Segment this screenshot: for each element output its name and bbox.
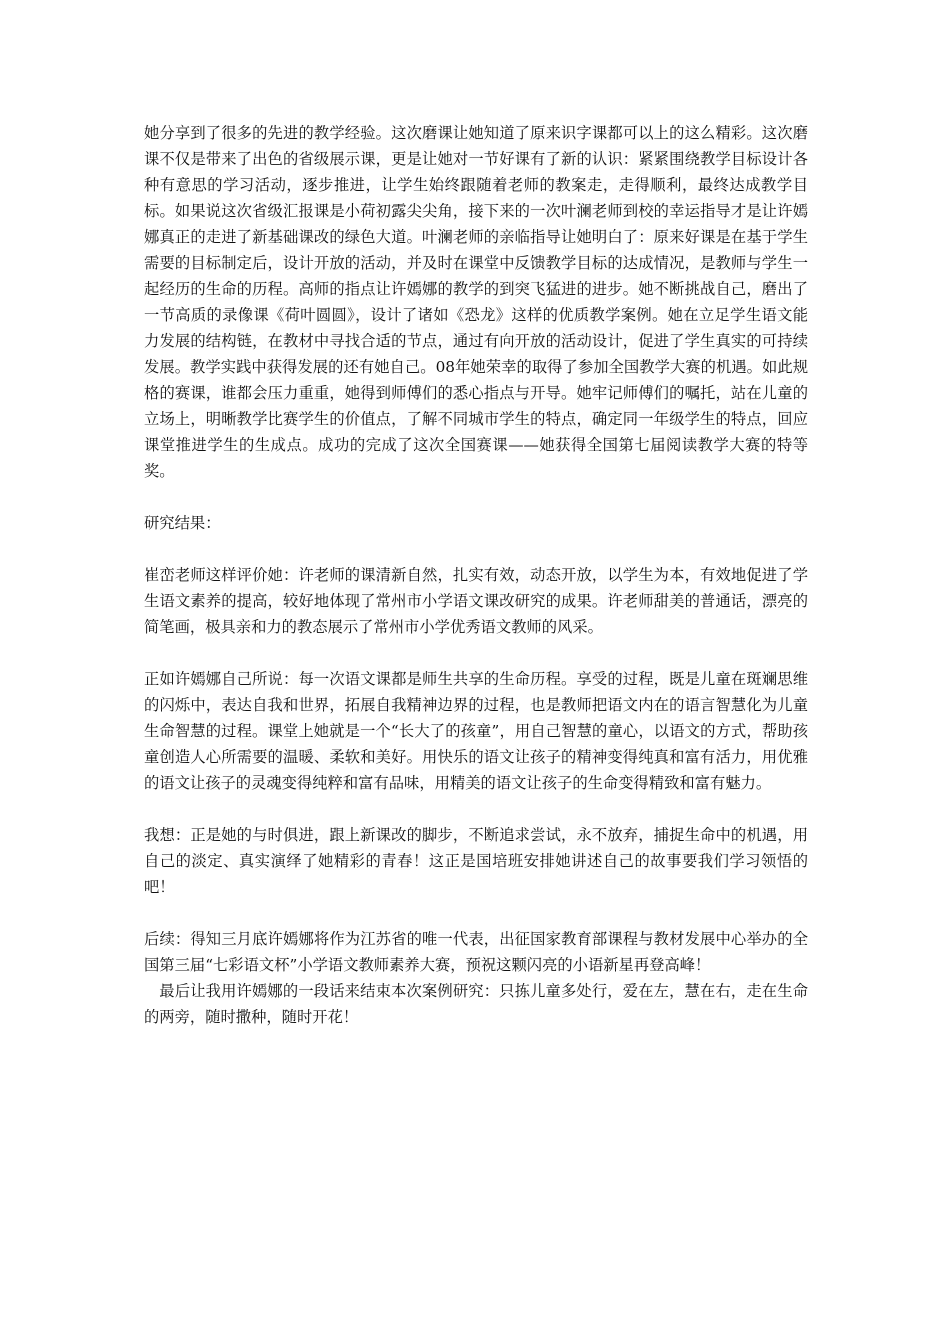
paragraph-spacer	[144, 484, 808, 510]
paragraph-follow-up: 后续：得知三月底许嫣娜将作为江苏省的唯一代表，出征国家教育部课程与教材发展中心举办的全国第三届“七彩语文杯”小学语文教师素养大赛，预祝这颗闪亮的小语新星再登高峰！	[144, 930, 808, 974]
paragraph-reflection: 我想：正是她的与时俱进，跟上新课改的脚步，不断追求尝试，永不放弃，捕捉生命中的机遇，用自己的淡定、真实演绎了她精彩的青春！这正是国培班安排她讲述自己的故事要我们学习领悟的吧！	[144, 826, 808, 896]
section-heading-results: 研究结果：	[144, 514, 221, 532]
paragraph-spacer	[144, 900, 808, 926]
paragraph-evaluation: 崔峦老师这样评价她：许老师的课清新自然，扎实有效，动态开放，以学生为本，有效地促进了学生语文素养的提高，较好地体现了常州市小学语文课改研究的成果。许老师甜美的普通话，漂亮的简笔画，极具亲和力的教态展示了常州市小学优秀语文教师的风采。	[144, 566, 808, 636]
paragraph-spacer	[144, 796, 808, 822]
paragraph-spacer	[144, 640, 808, 666]
paragraph-spacer	[144, 536, 808, 562]
paragraph-self-statement: 正如许嫣娜自己所说：每一次语文课都是师生共享的生命历程。享受的过程，既是儿童在斑斓思维的闪烁中，表达自我和世界，拓展自我精神边界的过程，也是教师把语文内在的语言智慧化为儿童生命智慧的过程。课堂上她就是一个“长大了的孩童”，用自己智慧的童心，以语文的方式，帮助孩童创造人心所需要的温暖、柔软和美好。用快乐的语文让孩子的精神变得纯真和富有活力，用优雅的语文让孩子的灵魂变得纯粹和富有品味，用精美的语文让孩子的生命变得精致和富有魅力。	[144, 670, 808, 792]
paragraph-teaching-experience: 她分享到了很多的先进的教学经验。这次磨课让她知道了原来识字课都可以上的这么精彩。这次磨课不仅是带来了出色的省级展示课，更是让她对一节好课有了新的认识：紧紧围绕教学目标设计各种有意思的学习活动，逐步推进，让学生始终跟随着老师的教案走，走得顺利，最终达成教学目标。如果说这次省级汇报课是小荷初露尖尖角，接下来的一次叶澜老师到校的幸运指导才是让许嫣娜真正的走进了新基础课改的绿色大道。叶澜老师的亲临指导让她明白了：原来好课是在基于学生需要的目标制定后，设计开放的活动，并及时在课堂中反馈教学目标的达成情况，是教师与学生一起经历的生命的历程。高师的指点让许嫣娜的教学的到突飞猛进的进步。她不断挑战自己，磨出了一节高质的录像课《荷叶圆圆》，设计了诸如《恐龙》这样的优质教学案例。她在立足学生语文能力发展的结构链，在教材中寻找合适的节点，通过有向开放的活动设计，促进了学生真实的可持续发展。教学实践中获得发展的还有她自己。08年她荣幸的取得了参加全国教学大赛的机遇。如此规格的赛课，谁都会压力重重，她得到师傅们的悉心指点与开导。她牢记师傅们的嘱托，站在儿童的立场上，明晰教学比赛学生的价值点，了解不同城市学生的特点，确定同一年级学生的特点，回应课堂推进学生的生成点。成功的完成了这次全国赛课——她获得全国第七届阅读教学大赛的特等奖。	[144, 124, 808, 480]
paragraph-closing: 最后让我用许嫣娜的一段话来结束本次案例研究：只拣儿童多处行，爱在左，慧在右，走在生命的两旁，随时撒种，随时开花！	[144, 982, 808, 1026]
document-body	[144, 120, 808, 1030]
